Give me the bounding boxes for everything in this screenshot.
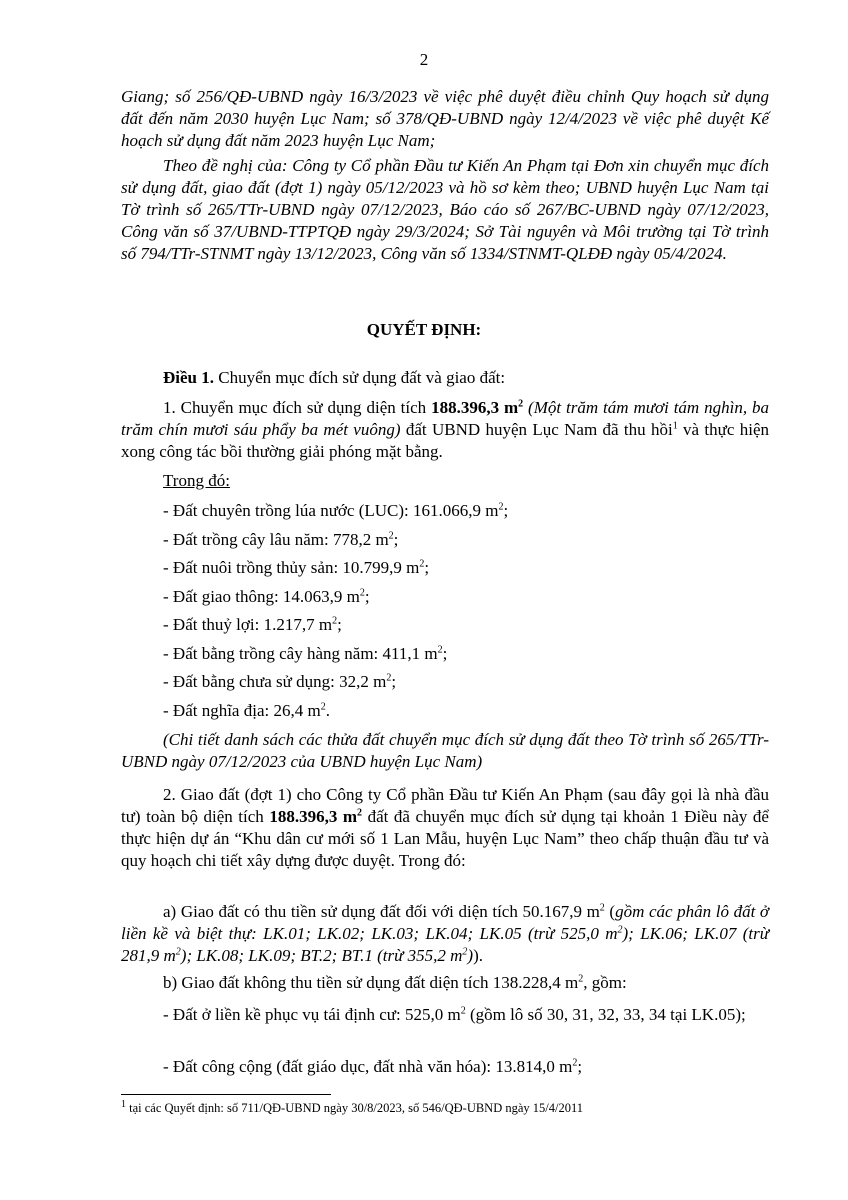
land-type-tail: ; <box>364 586 370 606</box>
item2b2-sup: 2 <box>572 1057 578 1069</box>
item-2b-1 <box>121 1004 769 1026</box>
item2b1-text: - Đất ở liền kề phục vụ tái định cư: 525,0 m <box>163 1005 461 1024</box>
item2-area-sup: 2 <box>357 807 363 819</box>
land-type-item <box>121 700 769 722</box>
land-type-tail: ; <box>442 643 448 663</box>
article-1-item-1 <box>121 397 769 463</box>
article-1-title <box>121 367 769 389</box>
footnote-separator <box>121 1094 331 1095</box>
land-type-tail: ; <box>424 558 430 577</box>
page-number: 2 <box>419 50 429 69</box>
land-type-sup: 2 <box>386 672 392 684</box>
land-type-tail: . <box>325 700 330 720</box>
item2b1-end: (gồm lô số 30, 31, 32, 33, 34 tại LK.05); <box>465 1005 746 1024</box>
item2a-sup-2: 2 <box>175 946 181 958</box>
item1-area: 188.396,3 m <box>431 398 519 417</box>
land-type-sup: 2 <box>320 700 326 712</box>
item1-area-sup: 2 <box>518 398 524 410</box>
item1-post: đất UBND huyện Lục Nam đã thu hồi <box>400 420 673 439</box>
item2a-sup: 2 <box>599 902 605 914</box>
item2a-end: ). <box>473 946 483 965</box>
item-2b <box>121 972 769 994</box>
land-type-label: - Đất nuôi trồng thủy sản: 10.799,9 m <box>163 558 420 577</box>
item2-post: đất đã chuyển mục đích sử dụng tại khoản 1 Điều này để thực hiện dự án “Khu dân cư mới số 1 Lan Mẫu, huyện Lục Nam” theo chấp thuận đầu tư và quy hoạch chi tiết xây dựng được duyệt. Trong đó: <box>121 807 769 870</box>
item2b2-end: ; <box>577 1057 583 1076</box>
intro-paragraph-2: Theo đề nghị của: Công ty Cổ phần Đầu tư Kiến An Phạm tại Đơn xin chuyển mục đích sử dụng đất, giao đất (đợt 1) ngày 05/12/2023 và hồ sơ kèm theo; UBND huyện Lục Nam tại Tờ trình số 265/TTr-UBND ngày 07/12/2023, Báo cáo số 267/BC-UBND ngày 07/12/2023, Công văn số 37/UBND-TTPTQĐ ngày 29/3/2024; Sở Tài nguyên và Môi trường tại Tờ trình số 794/TTr-STNMT ngày 13/12/2023, Công văn số 1334/STNMT-QLĐĐ ngày 05/4/2024. <box>121 156 769 263</box>
item2b-sup: 2 <box>578 973 584 985</box>
item1-words: (Một trăm tám mươi tám nghìn, ba trăm chín mươi sáu phẩy ba mét vuông) <box>121 398 769 439</box>
land-type-label: - Đất bằng chưa sử dụng: 32,2 m <box>163 672 387 691</box>
item-2b-2 <box>121 1056 769 1078</box>
item2a-italic-3: ); LK.08; LK.09; BT.2; BT.1 (trừ 355,2 m <box>180 946 463 965</box>
article-1-item-2 <box>121 784 769 872</box>
land-type-tail: ; <box>393 529 399 549</box>
land-type-item <box>121 614 769 636</box>
decision-heading: QUYẾT ĐỊNH: <box>366 320 482 339</box>
item2a-sup-3: 2 <box>462 946 468 958</box>
detail-note: (Chi tiết danh sách các thửa đất chuyển mục đích sử dụng đất theo Tờ trình số 265/TTr-UBND ngày 07/12/2023 của UBND huyện Lục Nam) <box>121 730 769 771</box>
footnote-number: 1 <box>121 1098 126 1110</box>
item2a-sup-1: 2 <box>617 924 623 936</box>
item2b-end: , gồm: <box>583 973 627 992</box>
article-1-title-text: Chuyển mục đích sử dụng đất và giao đất: <box>214 368 506 387</box>
land-type-sup: 2 <box>498 501 504 513</box>
land-type-label: - Đất chuyên trồng lúa nước (LUC): 161.066,9 m <box>163 501 499 520</box>
item2a-mid: ( <box>604 902 616 921</box>
item-2a <box>121 901 769 967</box>
item2-pre: 2. Giao đất (đợt 1) cho Công ty Cổ phần Đầu tư Kiến An Phạm (sau đây gọi là nhà đầu tư) toàn bộ diện tích <box>121 785 769 826</box>
land-type-sup: 2 <box>419 558 425 570</box>
footnote <box>121 1098 781 1116</box>
item2b-pre: b) Giao đất không thu tiền sử dụng đất diện tích 138.228,4 m <box>163 973 579 992</box>
land-type-item <box>121 643 769 665</box>
item1-pre: 1. Chuyển mục đích sử dụng diện tích <box>163 398 432 417</box>
land-type-label: - Đất bằng trồng cây hàng năm: 411,1 m <box>163 643 438 663</box>
land-type-label: - Đất thuỷ lợi: 1.217,7 m <box>163 615 333 634</box>
footnote-text: tại các Quyết định: số 711/QĐ-UBND ngày 30/8/2023, số 546/QĐ-UBND ngày 15/4/2011 <box>126 1101 584 1115</box>
item1-end: và thực hiện xong công tác bồi thường giải phóng mặt bằng. <box>121 420 769 461</box>
footnote-ref: 1 <box>672 420 678 432</box>
land-type-label: - Đất giao thông: 14.063,9 m <box>163 586 360 606</box>
item2b2-text: - Đất công cộng (đất giáo dục, đất nhà văn hóa): 13.814,0 m <box>163 1057 573 1076</box>
land-type-item <box>121 671 769 693</box>
land-type-item <box>121 500 769 522</box>
land-type-tail: ; <box>503 501 509 520</box>
land-type-sup: 2 <box>388 529 394 541</box>
land-type-label: - Đất trồng cây lâu năm: 778,2 m <box>163 529 389 549</box>
land-type-tail: ; <box>391 672 397 691</box>
item2a-pre: a) Giao đất có thu tiền sử dụng đất đối với diện tích 50.167,9 m <box>163 902 600 921</box>
trong-do-label: Trong đó: <box>163 471 230 490</box>
article-1-label: Điều 1. <box>163 368 214 387</box>
item2b1-sup: 2 <box>460 1005 466 1017</box>
item2a-italic-2: ); LK.06; LK.07 (trừ 281,9 m <box>121 924 770 965</box>
land-type-tail: ; <box>337 615 342 634</box>
land-type-item <box>121 529 769 551</box>
trong-do-label-row <box>121 470 769 492</box>
land-type-label: - Đất nghĩa địa: 26,4 m <box>163 700 321 720</box>
item2a-italic-1: gồm các phân lô đất ở liền kề và biệt thự: LK.01; LK.02; LK.03; LK.04; LK.05 (trừ 525,0 m <box>121 902 769 943</box>
intro-paragraph-1: Giang; số 256/QĐ-UBND ngày 16/3/2023 về việc phê duyệt điều chỉnh Quy hoạch sử dụng đất đến năm 2030 huyện Lục Nam; số 378/QĐ-UBND ngày 12/4/2023 về việc phê duyệt Kế hoạch sử dụng đất năm 2023 huyện Lục Nam; <box>121 87 769 150</box>
land-type-sup: 2 <box>359 586 365 598</box>
item2-area: 188.396,3 m <box>269 807 358 826</box>
item2a-italic-4: ) <box>467 946 474 965</box>
land-type-sup: 2 <box>437 643 443 655</box>
land-type-item <box>121 586 769 608</box>
land-type-sup: 2 <box>332 615 338 627</box>
land-type-item <box>121 557 769 579</box>
